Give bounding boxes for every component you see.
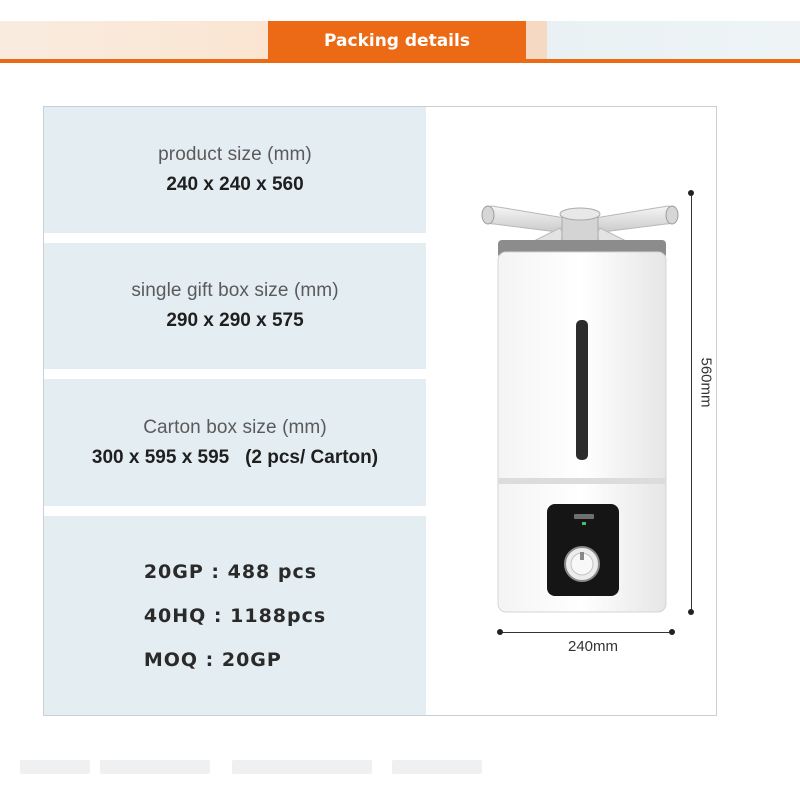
width-dimension-label: 240mm: [567, 638, 619, 655]
product-size-value: 240 x 240 x 560: [166, 174, 304, 195]
width-dimension-line: [500, 632, 672, 633]
container-quantity-cell: [44, 516, 426, 715]
tank-seam: [498, 478, 666, 484]
product-size-cell: [44, 107, 426, 233]
carton-size-label: Carton box size (mm): [143, 416, 327, 438]
quantity-moq: MOQ : 20GP: [143, 648, 282, 671]
gift-box-size-cell: [44, 243, 426, 369]
height-dimension-end: [688, 609, 694, 615]
gift-box-size-value: 290 x 290 x 575: [166, 310, 304, 331]
quantity-20gp: 20GP : 488 pcs: [143, 560, 318, 583]
product-size-label: product size (mm): [158, 144, 312, 165]
faint-text-fragment: [232, 760, 372, 774]
header-band-right: [547, 21, 800, 59]
header-underline: [0, 59, 800, 63]
height-dimension-label: 560mm: [697, 357, 715, 408]
gift-box-size-label: single gift box size (mm): [131, 280, 339, 301]
quantity-40hq: 40HQ : 1188pcs: [143, 604, 327, 627]
faint-text-fragment: [20, 760, 90, 774]
height-dimension-line: [691, 193, 692, 612]
carton-size-cell: [44, 379, 426, 506]
width-dimension-end: [669, 629, 675, 635]
humidifier-illustration: [470, 188, 700, 628]
faint-text-fragment: [100, 760, 210, 774]
water-level-window: [576, 320, 588, 460]
carton-size-value: 300 x 595 x 595 (2 pcs/ Carton): [91, 446, 379, 468]
header-band-shade: [526, 21, 547, 59]
height-dimension-start: [688, 190, 694, 196]
faint-text-fragment: [392, 760, 482, 774]
section-title: Packing details: [268, 21, 526, 59]
quantity-list: [144, 550, 326, 682]
header-band-left: [0, 21, 268, 59]
width-dimension-start: [497, 629, 503, 635]
